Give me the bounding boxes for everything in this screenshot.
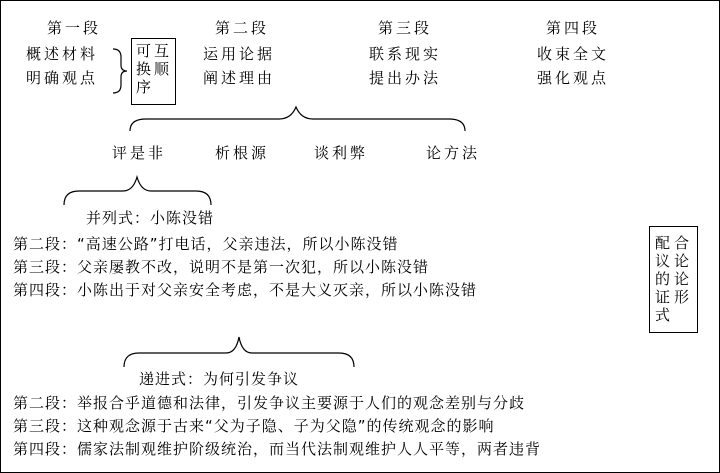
section-1-line-1: 概述材料 xyxy=(26,45,99,63)
section-2-heading: 第二段 xyxy=(215,19,270,37)
order-note-col1: 可换序 xyxy=(136,42,152,96)
parallel-row-2: 第二段：“高速公路”打电话，父亲违法，所以小陈没错 xyxy=(13,235,399,253)
branch-root-cause: 析根源 xyxy=(215,144,270,162)
order-note-box xyxy=(131,38,176,105)
parallel-row-4: 第四段：小陈出于对父亲安全考虑，不是大义灭亲，所以小陈没错 xyxy=(13,281,478,299)
branch-method: 论方法 xyxy=(426,144,481,162)
top-branch-brace xyxy=(130,107,465,131)
section-4-heading: 第四段 xyxy=(546,19,601,37)
progressive-row-2: 第二段：举报合乎道德和法律，引发争议主要源于人们的观念差别与分歧 xyxy=(13,394,526,412)
section-1-line-2: 明确观点 xyxy=(26,69,99,87)
section-2-line-2: 阐述理由 xyxy=(203,69,276,87)
parallel-brace xyxy=(64,177,211,205)
section-4-line-1: 收束全文 xyxy=(537,45,610,63)
parallel-title: 并列式：小陈没错 xyxy=(86,209,215,227)
section-one-brace xyxy=(113,49,127,93)
branch-pros-cons: 谈利弊 xyxy=(314,144,369,162)
branch-evaluate: 评是非 xyxy=(112,144,167,162)
progressive-row-4: 第四段：儒家法制观维护阶级统治，而当代法制观维护人人平等，两者违背 xyxy=(13,440,542,458)
section-1-heading: 第一段 xyxy=(47,19,102,37)
side-note-col1: 配议的证式 xyxy=(655,234,671,324)
progressive-title: 递进式：为何引发争议 xyxy=(139,370,300,388)
progressive-row-3: 第三段：这种观念源于古来“父为子隐、子为父隐”的传统观念的影响 xyxy=(13,417,495,435)
progressive-brace xyxy=(124,337,354,367)
section-3-line-1: 联系现实 xyxy=(369,45,442,63)
section-4-line-2: 强化观点 xyxy=(537,69,610,87)
section-3-line-2: 提出办法 xyxy=(369,69,442,87)
section-2-line-1: 运用论据 xyxy=(203,45,276,63)
side-note-box xyxy=(649,226,698,333)
side-note-col2: 合论论形 xyxy=(674,234,690,306)
section-3-heading: 第三段 xyxy=(378,19,433,37)
parallel-row-3: 第三段：父亲屡教不改，说明不是第一次犯，所以小陈没错 xyxy=(13,258,430,276)
order-note-col2: 互顺 xyxy=(154,42,170,78)
